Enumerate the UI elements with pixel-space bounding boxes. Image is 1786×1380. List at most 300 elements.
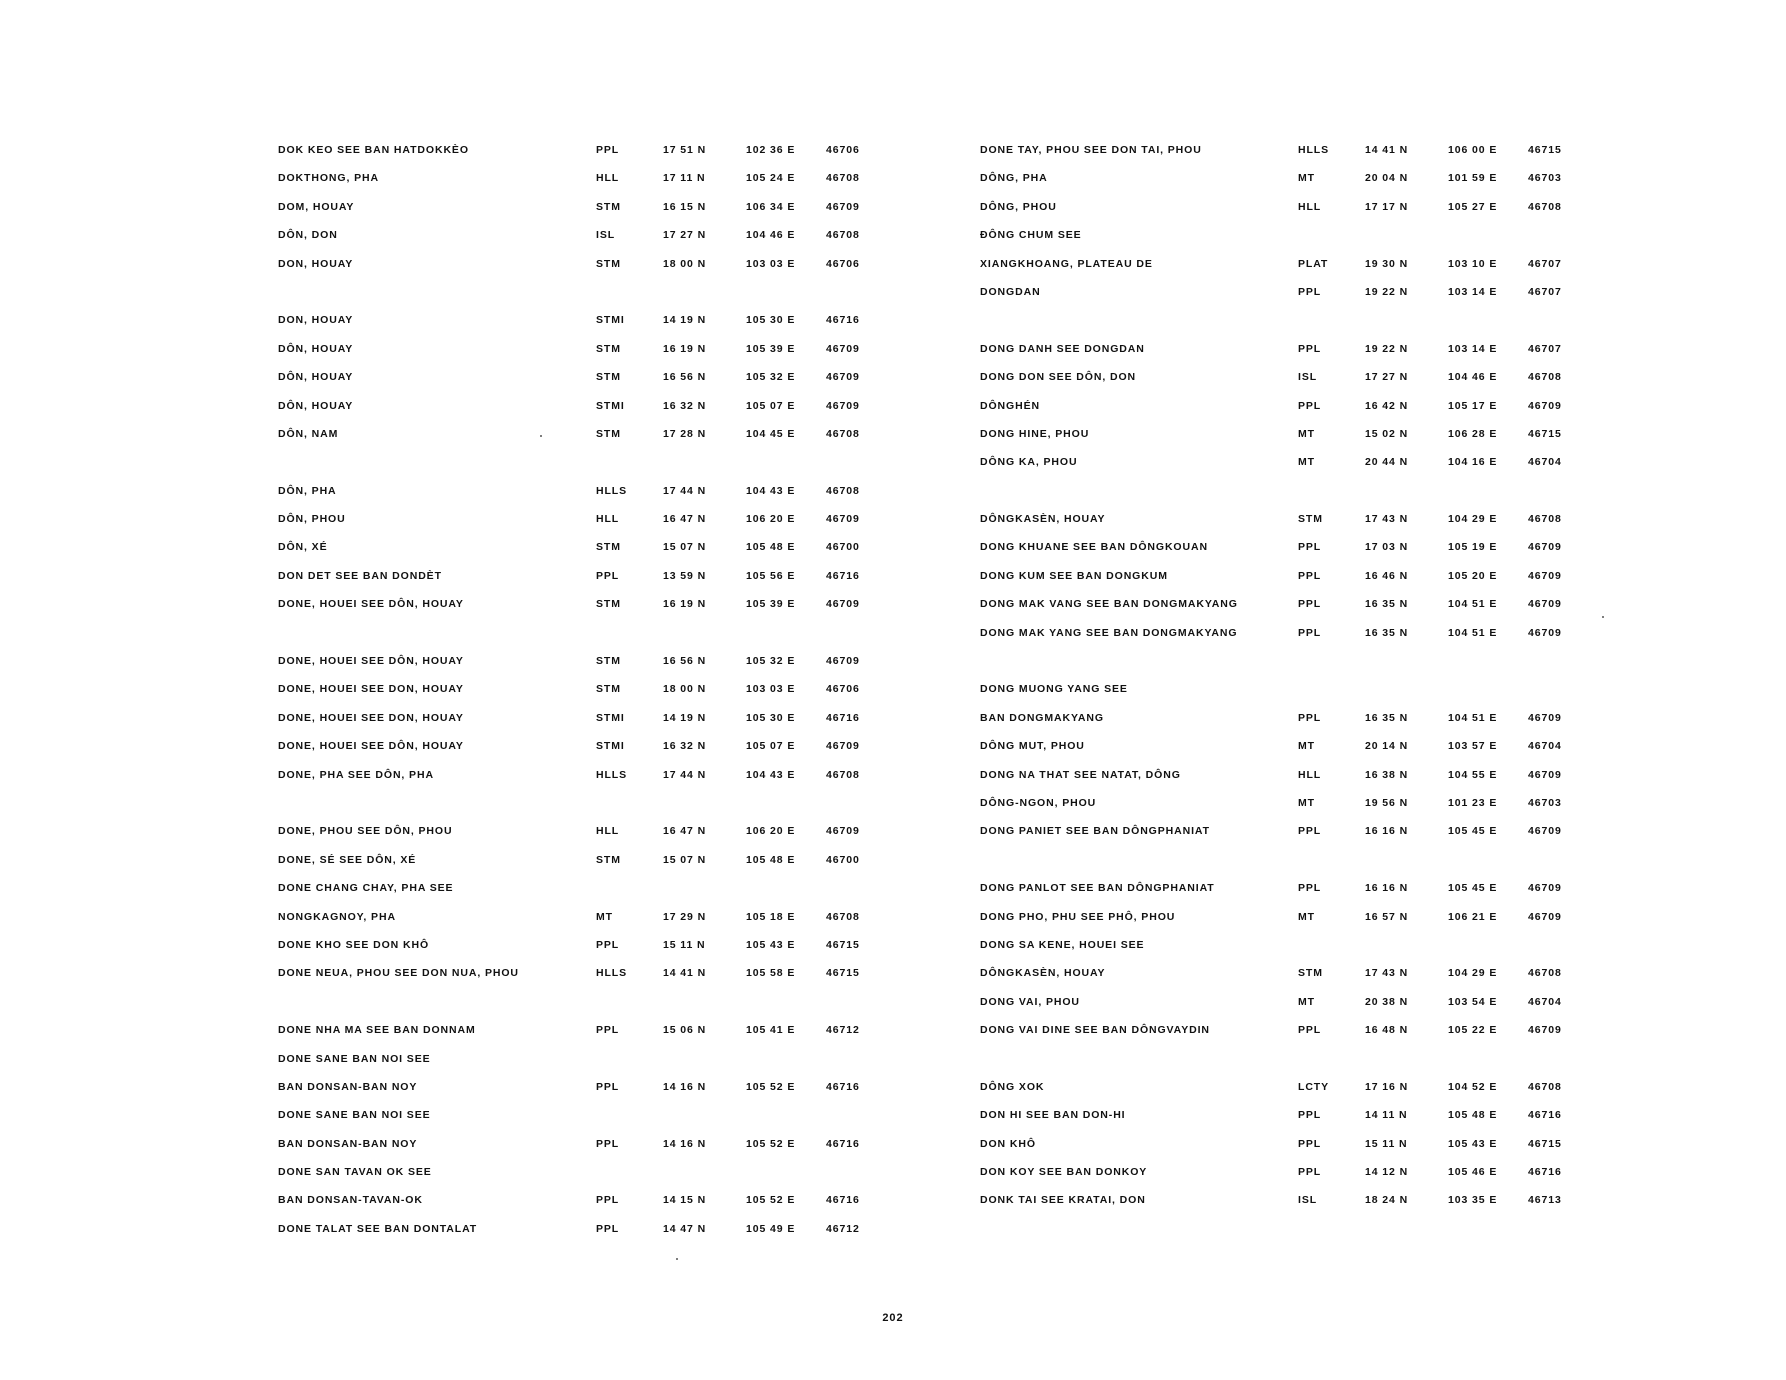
gazetteer-entry: [278, 193, 898, 221]
reference-number: 46715: [826, 967, 860, 980]
gazetteer-entry: [980, 221, 1600, 249]
longitude: 101 59 E: [1448, 172, 1498, 185]
latitude: 17 17 N: [1365, 200, 1409, 213]
latitude: 20 44 N: [1365, 456, 1409, 469]
reference-number: 46706: [826, 683, 860, 696]
gazetteer-entry: [278, 335, 898, 363]
reference-number: 46716: [1528, 1109, 1562, 1122]
entry-name: DOM, HOUAY: [278, 200, 355, 213]
feature-code: HLL: [1298, 200, 1322, 213]
latitude: 20 14 N: [1365, 740, 1409, 753]
entry-name: DONG MUONG YANG SEE: [980, 683, 1128, 696]
entry-name: DÔNG MUT, PHOU: [980, 740, 1085, 753]
entry-name: DÔN, XÉ: [278, 541, 328, 554]
gazetteer-entry: [278, 590, 898, 618]
latitude: 16 48 N: [1365, 1024, 1409, 1037]
reference-number: 46709: [1528, 1024, 1562, 1037]
longitude: 105 07 E: [746, 399, 796, 412]
reference-number: 46712: [826, 1222, 860, 1235]
latitude: 16 56 N: [663, 655, 707, 668]
entry-name: DÔNG, PHOU: [980, 200, 1057, 213]
reference-number: 46709: [1528, 882, 1562, 895]
longitude: 104 43 E: [746, 484, 796, 497]
reference-number: 46709: [1528, 768, 1562, 781]
latitude: 18 00 N: [663, 683, 707, 696]
gazetteer-entry: [278, 1045, 898, 1073]
feature-code: STM: [596, 853, 621, 866]
entry-name: DÔNG-NGON, PHOU: [980, 796, 1097, 809]
gazetteer-entry: [278, 533, 898, 561]
latitude: 15 11 N: [663, 938, 706, 951]
entry-name: DONG SA KENE, HOUEI SEE: [980, 938, 1145, 951]
gazetteer-entry: [980, 448, 1600, 476]
feature-code: STM: [1298, 967, 1323, 980]
entry-name: DOKTHONG, PHA: [278, 172, 379, 185]
entry-name: DON HI SEE BAN DON-HI: [980, 1109, 1126, 1122]
entry-name: DON KHÔ: [980, 1137, 1036, 1150]
latitude: 17 11 N: [663, 172, 706, 185]
longitude: 105 22 E: [1448, 1024, 1498, 1037]
gazetteer-entry: [980, 931, 1600, 959]
longitude: 105 18 E: [746, 910, 796, 923]
longitude: 105 48 E: [746, 853, 796, 866]
entry-name: NONGKAGNOY, PHA: [278, 910, 396, 923]
longitude: 105 52 E: [746, 1194, 796, 1207]
entry-name: BAN DONSAN-BAN NOY: [278, 1080, 418, 1093]
latitude: 15 11 N: [1365, 1137, 1408, 1150]
gazetteer-entry: [980, 732, 1600, 760]
longitude: 105 24 E: [746, 172, 796, 185]
feature-code: PPL: [596, 938, 620, 951]
reference-number: 46709: [1528, 399, 1562, 412]
latitude: 16 47 N: [663, 513, 707, 526]
reference-number: 46703: [1528, 796, 1562, 809]
gazetteer-entry: [278, 846, 898, 874]
gazetteer-entry: [980, 505, 1600, 533]
entry-name: DONE, HOUEI SEE DÔN, HOUAY: [278, 655, 464, 668]
gazetteer-entry: [980, 477, 1600, 505]
reference-number: 46709: [1528, 598, 1562, 611]
reference-number: 46716: [826, 1080, 860, 1093]
gazetteer-entry: [278, 874, 898, 902]
gazetteer-entry: [980, 590, 1600, 618]
latitude: 14 19 N: [663, 711, 707, 724]
entry-name: DONG PANIET SEE BAN DÔNGPHANIAT: [980, 825, 1210, 838]
gazetteer-entry: [980, 1073, 1600, 1101]
gazetteer-entry: [980, 1101, 1600, 1129]
longitude: 103 03 E: [746, 683, 796, 696]
feature-code: HLL: [596, 825, 620, 838]
feature-code: MT: [1298, 427, 1315, 440]
reference-number: 46703: [1528, 172, 1562, 185]
latitude: 16 19 N: [663, 598, 707, 611]
feature-code: ISL: [1298, 1194, 1318, 1207]
entry-name: DONE NEUA, PHOU SEE DON NUA, PHOU: [278, 967, 519, 980]
gazetteer-entry: [980, 704, 1600, 732]
reference-number: 46715: [826, 938, 860, 951]
entry-name: BAN DONSAN-BAN NOY: [278, 1137, 418, 1150]
feature-code: PPL: [1298, 285, 1322, 298]
feature-code: PPL: [1298, 1109, 1322, 1122]
longitude: 106 28 E: [1448, 427, 1498, 440]
gazetteer-entry: [278, 817, 898, 845]
longitude: 103 54 E: [1448, 995, 1498, 1008]
latitude: 17 44 N: [663, 484, 707, 497]
reference-number: 46715: [1528, 427, 1562, 440]
entry-name: DONG VAI, PHOU: [980, 995, 1080, 1008]
entry-name: DONE SAN TAVAN OK SEE: [278, 1166, 432, 1179]
entry-name: DONE TAY, PHOU SEE DON TAI, PHOU: [980, 144, 1202, 156]
feature-code: STMI: [596, 399, 625, 412]
gazetteer-entry: [278, 903, 898, 931]
latitude: 14 16 N: [663, 1080, 707, 1093]
longitude: 105 17 E: [1448, 399, 1498, 412]
longitude: 105 48 E: [1448, 1109, 1498, 1122]
reference-number: 46709: [1528, 626, 1562, 639]
entry-name: DON, HOUAY: [278, 257, 354, 270]
feature-code: PPL: [596, 1194, 620, 1207]
feature-code: PPL: [1298, 1166, 1322, 1179]
reference-number: 46716: [826, 569, 860, 582]
feature-code: PPL: [596, 1024, 620, 1037]
longitude: 104 46 E: [1448, 371, 1498, 384]
feature-code: MT: [1298, 740, 1315, 753]
gazetteer-entry: [980, 392, 1600, 420]
latitude: 14 12 N: [1365, 1166, 1409, 1179]
longitude: 101 23 E: [1448, 796, 1498, 809]
gazetteer-entry: [980, 817, 1600, 845]
reference-number: 46709: [826, 825, 860, 838]
longitude: 104 16 E: [1448, 456, 1498, 469]
gazetteer-entry: [278, 647, 898, 675]
gazetteer-entry: [278, 959, 898, 987]
entry-name: DONGDAN: [980, 285, 1041, 298]
feature-code: STM: [596, 342, 621, 355]
longitude: 106 00 E: [1448, 144, 1498, 156]
longitude: 103 35 E: [1448, 1194, 1498, 1207]
reference-number: 46709: [826, 371, 860, 384]
reference-number: 46708: [826, 229, 860, 242]
entry-name: DÔN, PHA: [278, 484, 337, 497]
latitude: 15 07 N: [663, 541, 707, 554]
entry-name: DONE TALAT SEE BAN DONTALAT: [278, 1222, 478, 1235]
entry-name: DÔN, HOUAY: [278, 399, 354, 412]
longitude: 104 51 E: [1448, 711, 1498, 724]
gazetteer-entry: [980, 874, 1600, 902]
latitude: 17 27 N: [1365, 371, 1409, 384]
latitude: 15 06 N: [663, 1024, 707, 1037]
gazetteer-entry: [980, 846, 1600, 874]
gazetteer-entry: [278, 619, 898, 647]
reference-number: 46706: [826, 257, 860, 270]
reference-number: 46708: [826, 172, 860, 185]
reference-number: 46716: [826, 711, 860, 724]
longitude: 103 03 E: [746, 257, 796, 270]
entry-name: DONG PHO, PHU SEE PHÔ, PHOU: [980, 910, 1176, 923]
entry-name: DONG NA THAT SEE NATAT, DÔNG: [980, 768, 1181, 781]
latitude: 18 24 N: [1365, 1194, 1409, 1207]
reference-number: 46716: [826, 1194, 860, 1207]
reference-number: 46716: [826, 1137, 860, 1150]
latitude: 14 41 N: [1365, 144, 1409, 156]
feature-code: PLAT: [1298, 257, 1329, 270]
feature-code: STM: [596, 200, 621, 213]
feature-code: PPL: [596, 1222, 620, 1235]
latitude: 17 28 N: [663, 427, 707, 440]
reference-number: 46709: [1528, 711, 1562, 724]
longitude: 105 19 E: [1448, 541, 1498, 554]
latitude: 20 38 N: [1365, 995, 1409, 1008]
entry-name: DONE, PHOU SEE DÔN, PHOU: [278, 825, 453, 838]
feature-code: PPL: [596, 1137, 620, 1150]
gazetteer-entry: [980, 903, 1600, 931]
gazetteer-entry: [278, 278, 898, 306]
latitude: 14 19 N: [663, 314, 707, 327]
gazetteer-entry: [980, 619, 1600, 647]
longitude: 105 39 E: [746, 342, 796, 355]
longitude: 105 30 E: [746, 314, 796, 327]
gazetteer-entry: [278, 164, 898, 192]
reference-number: 46707: [1528, 285, 1562, 298]
feature-code: ISL: [1298, 371, 1318, 384]
longitude: 104 46 E: [746, 229, 796, 242]
latitude: 14 47 N: [663, 1222, 707, 1235]
latitude: 16 19 N: [663, 342, 707, 355]
reference-number: 46709: [826, 598, 860, 611]
gazetteer-entry: [278, 732, 898, 760]
longitude: 104 29 E: [1448, 513, 1498, 526]
feature-code: PPL: [1298, 882, 1322, 895]
entry-name: DONG PANLOT SEE BAN DÔNGPHANIAT: [980, 882, 1215, 895]
gazetteer-entry: [278, 250, 898, 278]
gazetteer-entry: [980, 306, 1600, 334]
reference-number: 46709: [826, 200, 860, 213]
feature-code: MT: [596, 910, 613, 923]
feature-code: STM: [596, 598, 621, 611]
feature-code: STM: [596, 541, 621, 554]
feature-code: HLLS: [596, 768, 628, 781]
feature-code: PPL: [1298, 825, 1322, 838]
entry-name: DONG VAI DINE SEE BAN DÔNGVAYDIN: [980, 1024, 1210, 1037]
longitude: 104 43 E: [746, 768, 796, 781]
longitude: 106 20 E: [746, 825, 796, 838]
latitude: 13 59 N: [663, 569, 707, 582]
gazetteer-entry: [980, 1016, 1600, 1044]
longitude: 105 07 E: [746, 740, 796, 753]
entry-name: DÔNG XOK: [980, 1080, 1045, 1093]
reference-number: 46700: [826, 853, 860, 866]
gazetteer-entry: [980, 363, 1600, 391]
gazetteer-entry: [980, 533, 1600, 561]
gazetteer-entry: [980, 136, 1600, 164]
latitude: 15 02 N: [1365, 427, 1409, 440]
reference-number: 46709: [826, 740, 860, 753]
gazetteer-entry: [980, 988, 1600, 1016]
longitude: 104 52 E: [1448, 1080, 1498, 1093]
gazetteer-entry: [278, 1215, 898, 1243]
gazetteer-entry: [980, 193, 1600, 221]
reference-number: 46708: [1528, 200, 1562, 213]
entry-name: DONE KHO SEE DON KHÔ: [278, 938, 430, 951]
latitude: 19 22 N: [1365, 342, 1409, 355]
gazetteer-entry: [980, 562, 1600, 590]
feature-code: HLLS: [596, 967, 628, 980]
entry-name: DÔNGHÉN: [980, 399, 1040, 412]
gazetteer-entry: [980, 278, 1600, 306]
longitude: 103 10 E: [1448, 257, 1498, 270]
entry-name: DONG MAK YANG SEE BAN DONGMAKYANG: [980, 626, 1238, 639]
longitude: 104 51 E: [1448, 598, 1498, 611]
entry-name: DONE, HOUEI SEE DÔN, HOUAY: [278, 740, 464, 753]
longitude: 105 32 E: [746, 371, 796, 384]
left-column: [278, 136, 898, 1243]
entry-name: DONE, HOUEI SEE DON, HOUAY: [278, 683, 464, 696]
feature-code: HLLS: [1298, 144, 1330, 156]
gazetteer-entry: [278, 136, 898, 164]
latitude: 14 11 N: [1365, 1109, 1408, 1122]
latitude: 17 43 N: [1365, 967, 1409, 980]
reference-number: 46709: [1528, 825, 1562, 838]
latitude: 17 44 N: [663, 768, 707, 781]
entry-name: DON KOY SEE BAN DONKOY: [980, 1166, 1148, 1179]
reference-number: 46715: [1528, 144, 1562, 156]
longitude: 105 39 E: [746, 598, 796, 611]
entry-name: DONE CHANG CHAY, PHA SEE: [278, 882, 454, 895]
gazetteer-entry: [278, 1130, 898, 1158]
gazetteer-entry: [278, 1101, 898, 1129]
latitude: 16 16 N: [1365, 882, 1409, 895]
gazetteer-entry: [980, 250, 1600, 278]
reference-number: 46709: [826, 655, 860, 668]
feature-code: LCTY: [1298, 1080, 1330, 1093]
longitude: 103 14 E: [1448, 342, 1498, 355]
reference-number: 46706: [826, 144, 860, 156]
latitude: 16 32 N: [663, 399, 707, 412]
latitude: 17 43 N: [1365, 513, 1409, 526]
reference-number: 46709: [826, 399, 860, 412]
reference-number: 46709: [826, 513, 860, 526]
entry-name: DON, HOUAY: [278, 314, 354, 327]
latitude: 17 27 N: [663, 229, 707, 242]
gazetteer-entry: [980, 1045, 1600, 1073]
feature-code: MT: [1298, 796, 1315, 809]
feature-code: PPL: [1298, 598, 1322, 611]
longitude: 105 56 E: [746, 569, 796, 582]
gazetteer-entry: [980, 959, 1600, 987]
reference-number: 46709: [1528, 541, 1562, 554]
gazetteer-entry: [980, 789, 1600, 817]
scan-speck: [676, 1258, 678, 1260]
entry-name: DONG DANH SEE DONGDAN: [980, 342, 1145, 355]
longitude: 105 52 E: [746, 1080, 796, 1093]
feature-code: HLLS: [596, 484, 628, 497]
gazetteer-entry: [278, 448, 898, 476]
longitude: 105 32 E: [746, 655, 796, 668]
entry-name: DONE SANE BAN NOI SEE: [278, 1109, 431, 1122]
entry-name: DON DET SEE BAN DONDÈT: [278, 569, 442, 582]
feature-code: PPL: [596, 144, 620, 156]
reference-number: 46704: [1528, 995, 1562, 1008]
latitude: 15 07 N: [663, 853, 707, 866]
entry-name: DÔN, NAM: [278, 427, 339, 440]
reference-number: 46708: [826, 427, 860, 440]
reference-number: 46700: [826, 541, 860, 554]
feature-code: PPL: [1298, 711, 1322, 724]
latitude: 17 29 N: [663, 910, 707, 923]
latitude: 19 22 N: [1365, 285, 1409, 298]
gazetteer-entry: [278, 363, 898, 391]
entry-name: DÔN, HOUAY: [278, 342, 354, 355]
reference-number: 46708: [826, 910, 860, 923]
latitude: 16 56 N: [663, 371, 707, 384]
entry-name: DÔN, PHOU: [278, 513, 346, 526]
reference-number: 46704: [1528, 456, 1562, 469]
entry-name: DÔN, HOUAY: [278, 371, 354, 384]
entry-name: BAN DONGMAKYANG: [980, 711, 1104, 724]
feature-code: PPL: [1298, 541, 1322, 554]
reference-number: 46716: [1528, 1166, 1562, 1179]
feature-code: PPL: [596, 1080, 620, 1093]
feature-code: PPL: [1298, 569, 1322, 582]
longitude: 105 52 E: [746, 1137, 796, 1150]
latitude: 14 15 N: [663, 1194, 707, 1207]
longitude: 105 46 E: [1448, 1166, 1498, 1179]
gazetteer-entry: [980, 675, 1600, 703]
right-column: [980, 136, 1600, 1215]
gazetteer-entry: [278, 477, 898, 505]
longitude: 105 30 E: [746, 711, 796, 724]
entry-name: DONK TAI SEE KRATAI, DON: [980, 1194, 1146, 1207]
entry-name: DONG DON SEE DÔN, DON: [980, 371, 1136, 384]
gazetteer-entry: [278, 562, 898, 590]
longitude: 104 45 E: [746, 427, 796, 440]
longitude: 104 51 E: [1448, 626, 1498, 639]
entry-name: DÔN, DON: [278, 229, 338, 242]
reference-number: 46704: [1528, 740, 1562, 753]
longitude: 105 45 E: [1448, 882, 1498, 895]
feature-code: STM: [1298, 513, 1323, 526]
feature-code: STMI: [596, 314, 625, 327]
longitude: 105 27 E: [1448, 200, 1498, 213]
gazetteer-entry: [278, 789, 898, 817]
feature-code: MT: [1298, 910, 1315, 923]
gazetteer-entry: [980, 335, 1600, 363]
latitude: 16 47 N: [663, 825, 707, 838]
reference-number: 46708: [1528, 513, 1562, 526]
entry-name: XIANGKHOANG, PLATEAU DE: [980, 257, 1153, 270]
feature-code: MT: [1298, 172, 1315, 185]
reference-number: 46713: [1528, 1194, 1562, 1207]
feature-code: STM: [596, 655, 621, 668]
reference-number: 46715: [1528, 1137, 1562, 1150]
feature-code: PPL: [596, 569, 620, 582]
reference-number: 46708: [826, 768, 860, 781]
page-number: 202: [882, 1312, 904, 1324]
gazetteer-entry: [278, 1158, 898, 1186]
feature-code: HLL: [1298, 768, 1322, 781]
gazetteer-entry: [278, 221, 898, 249]
reference-number: 46712: [826, 1024, 860, 1037]
entry-name: DONG MAK VANG SEE BAN DONGMAKYANG: [980, 598, 1238, 611]
latitude: 16 38 N: [1365, 768, 1409, 781]
longitude: 105 45 E: [1448, 825, 1498, 838]
longitude: 102 36 E: [746, 144, 796, 156]
latitude: 19 30 N: [1365, 257, 1409, 270]
feature-code: ISL: [596, 229, 616, 242]
reference-number: 46709: [1528, 569, 1562, 582]
latitude: 14 16 N: [663, 1137, 707, 1150]
entry-name: DONG HINE, PHOU: [980, 427, 1090, 440]
